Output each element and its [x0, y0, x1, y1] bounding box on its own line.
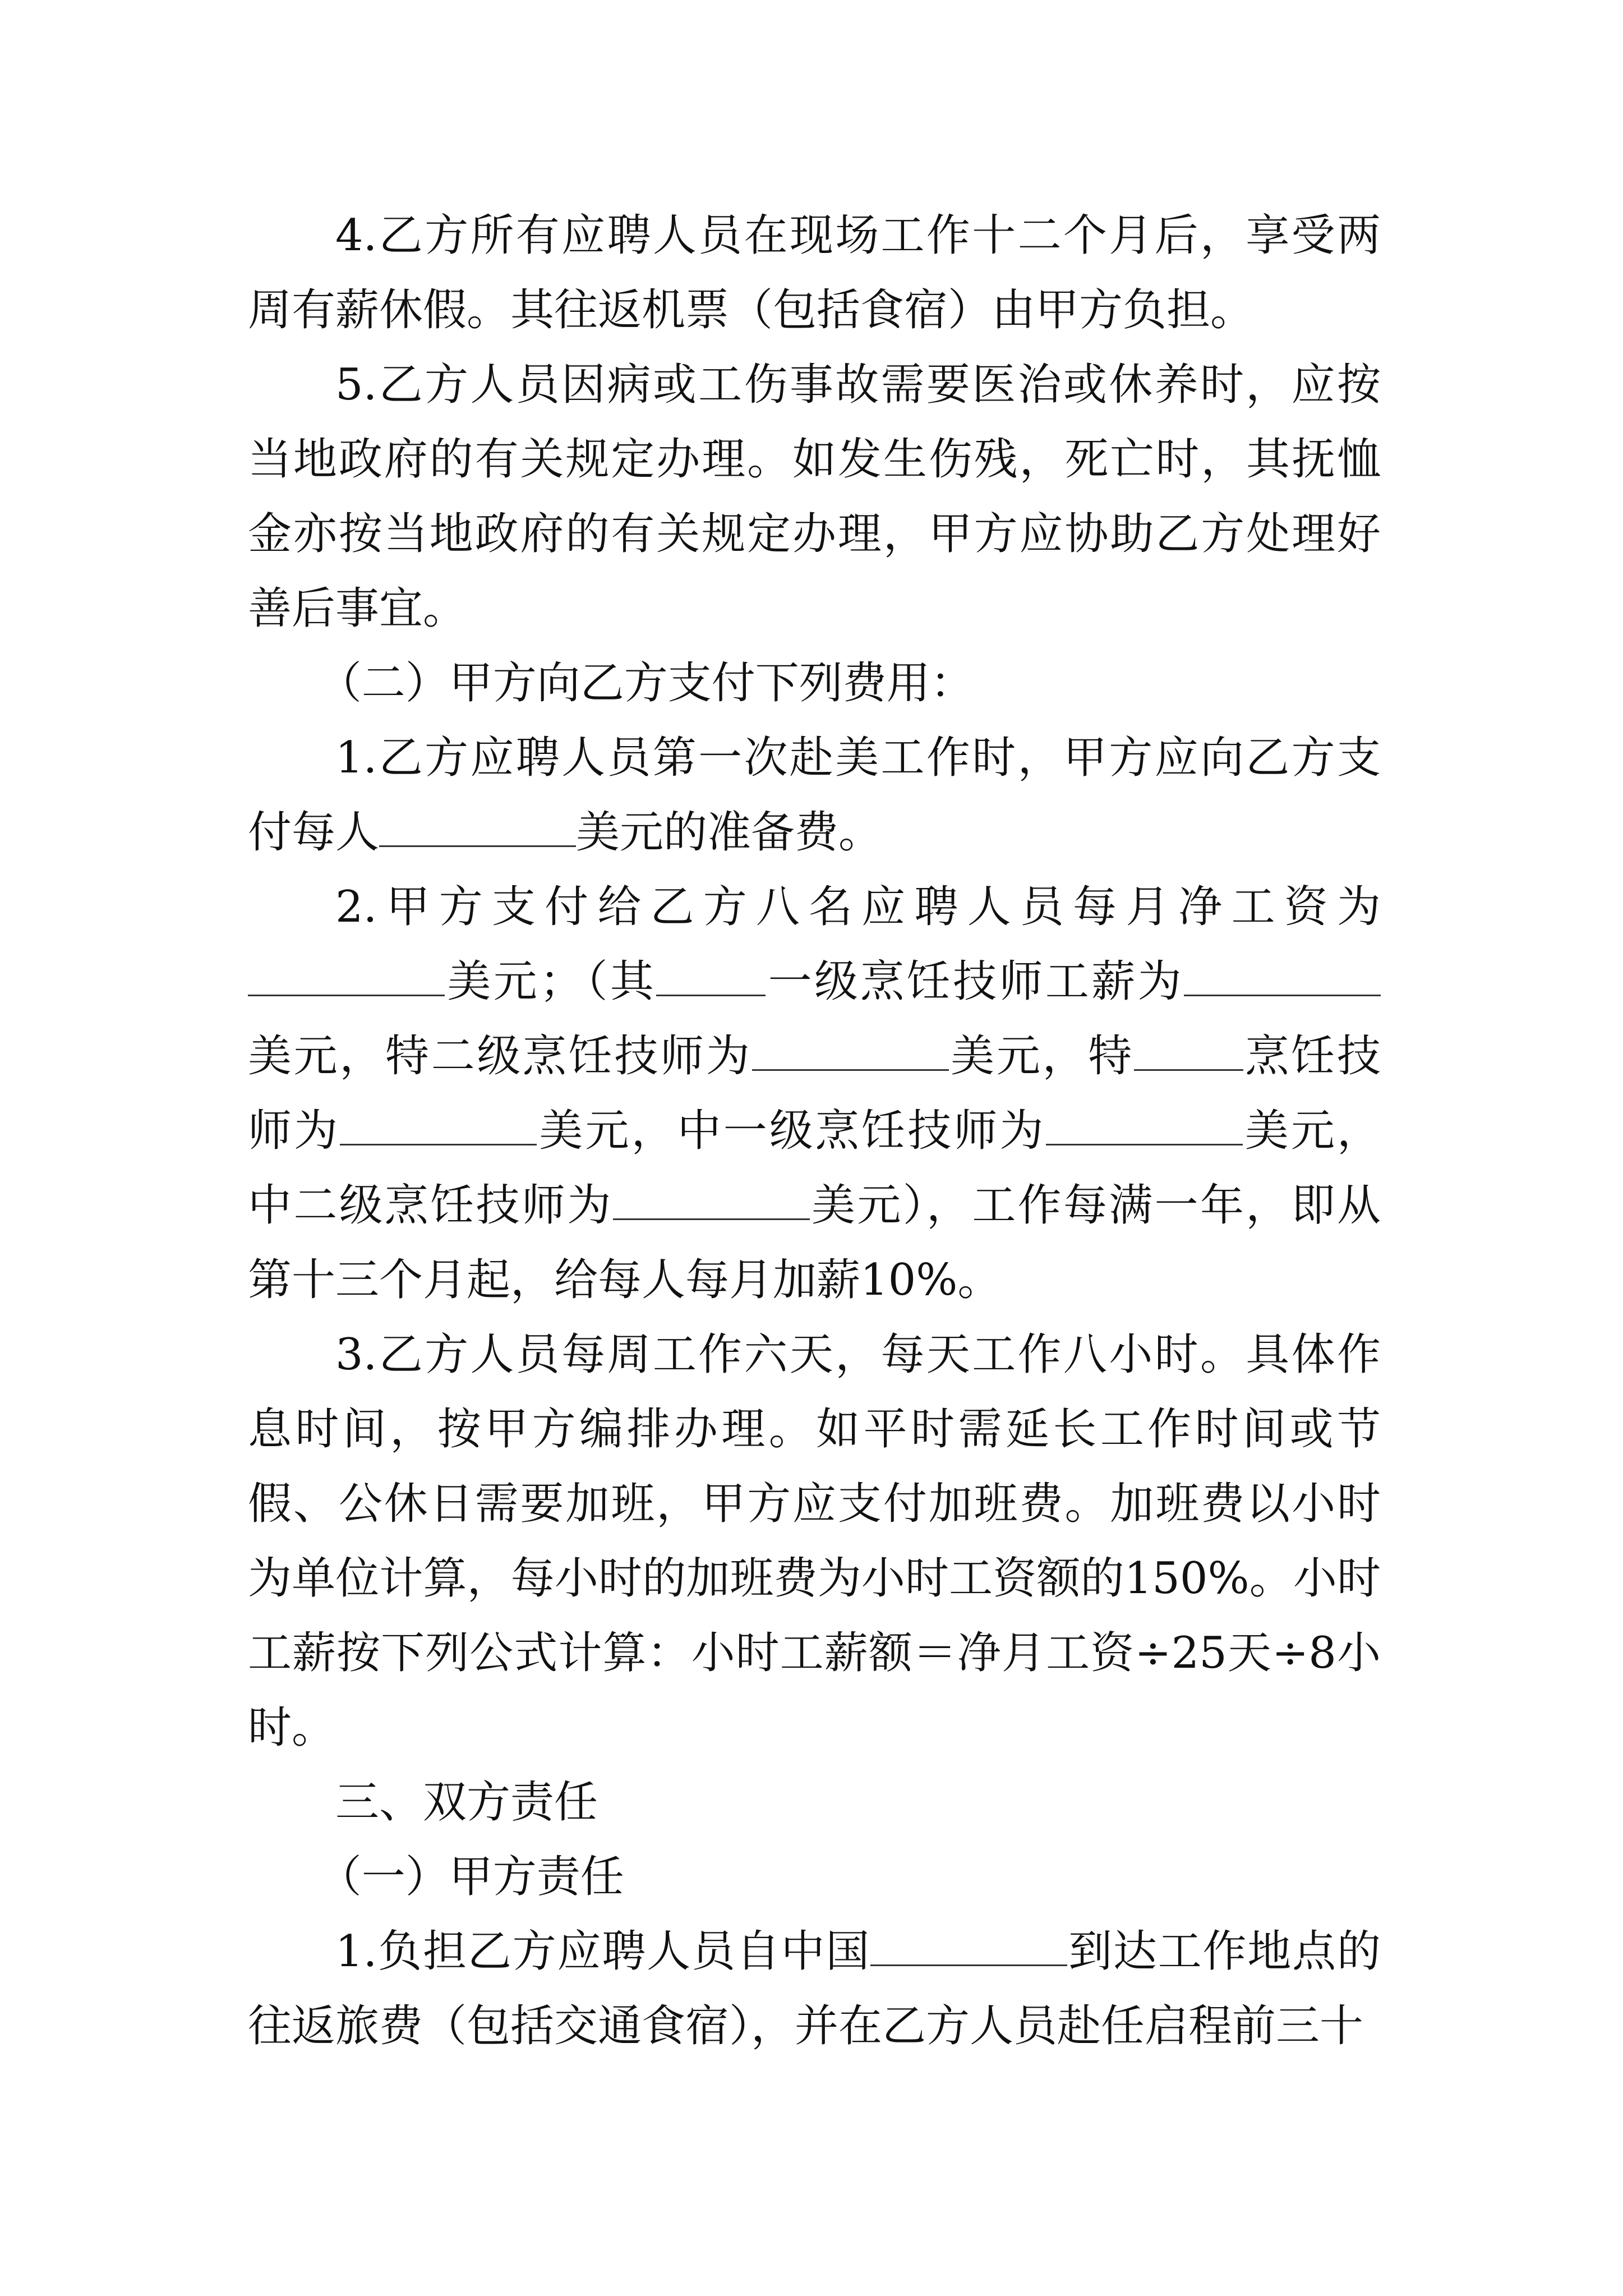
blank-total-salary[interactable]	[248, 953, 445, 996]
contract-body	[248, 199, 1381, 2064]
blank-grade-prefix[interactable]	[656, 953, 766, 996]
paragraph-paid-leave: 4.乙方所有应聘人员在现场工作十二个月后，享受两周有薪休假。其往返机票（包括食宿）由甲方负担。	[248, 210, 1381, 335]
blank-preparation-fee[interactable]	[379, 804, 576, 847]
paragraph-working-hours: 3.乙方人员每周工作六天，每天工作八小时。具体作息时间，按甲方编排办理。如平时需延长工作时间或节假、公休日需要加班，甲方应支付加班费。加班费以小时为单位计算，每小时的加班费为小时工资额的150%。小时工薪按下列公式计算：小时工薪额＝净月工资÷25天÷8小时。	[248, 1329, 1381, 1753]
blank-mid-grade2-salary[interactable]	[613, 1177, 810, 1220]
blank-special-grade[interactable]	[1134, 1028, 1243, 1071]
paragraph-injury-handling: 5.乙方人员因病或工伤事故需要医治或休养时，应按当地政府的有关规定办理。如发生伤残，死亡时，其抚恤金亦按当地政府的有关规定办理，甲方应协助乙方处理好善后事宜。	[248, 360, 1381, 634]
blank-departure-city[interactable]	[870, 1923, 1067, 1966]
paragraph-preparation-fee: 1.乙方应聘人员第一次赴美工作时，甲方应向乙方支付每人 美元的准备费。	[248, 733, 1381, 858]
section-heading-responsibilities: 三、双方责任	[335, 1777, 598, 1828]
blank-special-salary[interactable]	[340, 1102, 537, 1145]
paragraph-travel-expenses: 1.负担乙方应聘人员自中国 到达工作地点的往返旅费（包括交通食宿），并在乙方人员赴任启程前三十	[248, 1915, 1381, 2064]
blank-grade1-salary[interactable]	[1184, 953, 1381, 996]
blank-special-grade2-salary[interactable]	[752, 1028, 949, 1071]
paragraph-monthly-salary: 2.甲方支付给乙方八名应聘人员每月净工资为美元；（其 一级烹饪技师工薪为美元，特二级烹饪技师为 美元，特 烹饪技师为 美元，中一级烹饪技师为 美元，中二级烹饪技师为 美元），工作每满一年，即从第十三个月起，给每人每月加薪10%。	[248, 882, 1381, 1305]
section-heading-fees: （二）甲方向乙方支付下列费用：	[317, 658, 974, 708]
subsection-heading-party-a: （一）甲方责任	[317, 1852, 624, 1902]
blank-mid-grade1-salary[interactable]	[1046, 1102, 1243, 1145]
